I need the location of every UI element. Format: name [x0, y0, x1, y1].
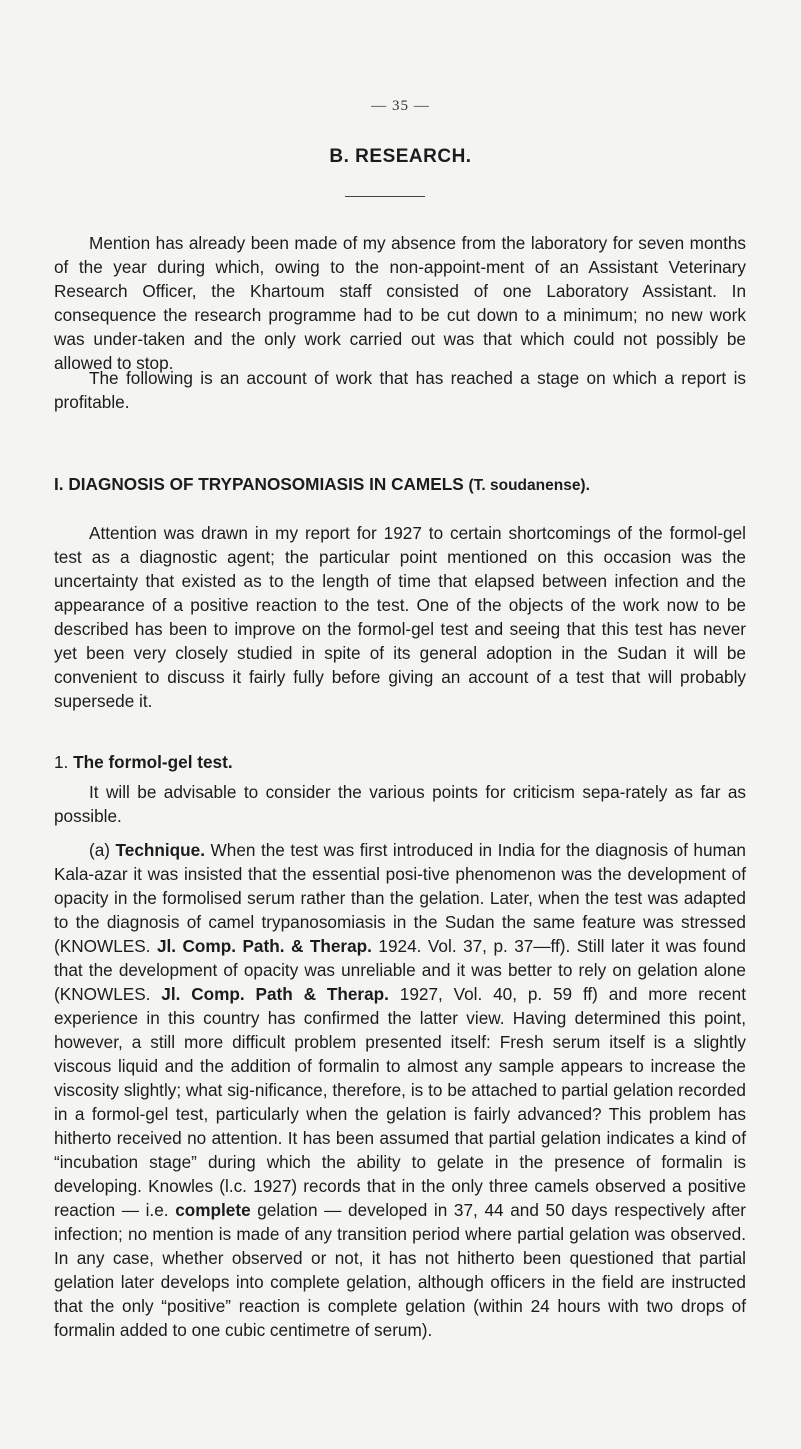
technique-paragraph	[54, 838, 746, 1342]
technique-text-4: gelation — developed in 37, 44 and 50 days respectively after infection; no mention is made of any transition period where partial gelation was observed. In any case, whether observed or not, it has not hitherto been questioned that partial gelation later develops into complete gelation, although officers in the field are instructed that the only “positive” reaction is complete gelation (within 24 hours with two drops of formalin added to one cubic centimetre of serum).	[54, 1200, 747, 1340]
section-title: B. RESEARCH.	[329, 146, 472, 167]
journal-reference-1: Jl. Comp. Path. & Therap.	[156, 936, 372, 956]
heading-divider	[345, 196, 425, 197]
page-number: — 35 —	[371, 98, 430, 114]
technique-title: Technique.	[115, 840, 205, 860]
technique-text-3: 1927, Vol. 40, p. 59 ff) and more recent experience in this country has confirmed the latter view. Having determined this point, however, a still more difficult problem presented itself: Fresh serum itself is a slightly viscous liquid and the addition of formalin to almost any sample appears to increase the viscosity slightly; what sig-nificance, therefore, is to be attached to partial gelation recorded in a formol-gel test, particularly when the gelation is fairly advanced? This problem has hitherto received no attention. It has been assumed that partial gelation indicates a kind of “incubation stage” during which the ability to gelate in the presence of formalin is developing. Knowles (l.c. 1927) records that in the only three camels observed a positive reaction — i.e.	[54, 984, 746, 1220]
technique-text-2: 1924. Vol. 37, p. 37—ff). Still later it was found that the development of opacity was unreliable and it was better to rely on gelation alone (KNOWLES.	[54, 936, 746, 1004]
technique-label: (a)	[89, 840, 111, 860]
subsection-species: (T. soudanense).	[468, 477, 590, 494]
test-number: 1.	[54, 752, 69, 772]
subsection-title: DIAGNOSIS OF TRYPANOSOMIASIS IN CAMELS	[68, 474, 464, 494]
test-heading	[54, 752, 233, 773]
subsection-number: I.	[54, 474, 64, 494]
test-intro-paragraph: It will be advisable to consider the various points for criticism sepa-rately as far as possible.	[54, 782, 746, 826]
technique-text-1: When the test was first introduced in India for the diagnosis of human Kala-azar it was insisted that the essential posi-tive phenomenon was the development of opacity in the formolised serum rather than the gelation. Later, when the test was adapted to the diagnosis of camel trypanosomiasis in the Sudan the same feature was stressed (KNOWLES.	[54, 840, 746, 956]
journal-reference-2: Jl. Comp. Path & Therap.	[161, 984, 389, 1004]
subsection-paragraph: Attention was drawn in my report for 1927 to certain shortcomings of the formol-gel test as a diagnostic agent; the particular point mentioned on this occasion was the uncertainty that existed as to the length of time that elapsed between infection and the appearance of a positive reaction to the test. One of the objects of the work now to be described has been to improve on the formol-gel test and seeing that this test has never yet been very closely studied in spite of its general adoption in the Sudan it will be convenient to discuss it fairly fully before giving an account of a test that will probably supersede it.	[54, 523, 746, 711]
intro-paragraph-2: The following is an account of work that has reached a stage on which a report is profitable.	[54, 368, 746, 412]
test-title: The formol-gel test.	[73, 752, 233, 772]
complete-emphasis: complete	[175, 1200, 251, 1220]
intro-paragraph: Mention has already been made of my absence from the laboratory for seven months of the year during which, owing to the non-appoint-ment of an Assistant Veterinary Research Officer, the Khartoum staff consisted of one Laboratory Assistant. In consequence the research programme had to be cut down to a minimum; no new work was under-taken and the only work carried out was that which could not possibly be allowed to stop.	[54, 233, 746, 373]
subsection-heading	[54, 474, 754, 495]
